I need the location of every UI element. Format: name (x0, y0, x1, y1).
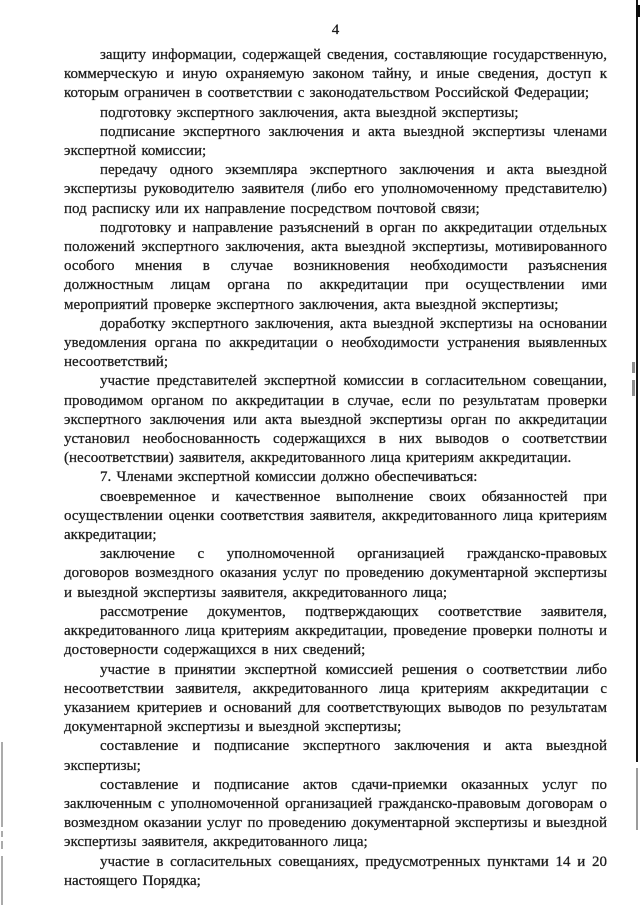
paragraph: участие в принятии экспертной комиссией решения о соответствии либо несоответствии заявителя, аккредитованного лица критериям аккредитации с указанием критериев и оснований для соответствующих выводов по результатам документарной экспертизы и выездной экспертизы; (64, 661, 607, 736)
document-body (64, 46, 607, 891)
paragraph: 7. Членами экспертной комиссии должно обеспечиваться: (100, 469, 478, 486)
scan-edge-line-left (1, 742, 3, 827)
scan-artifact-dash (632, 362, 635, 373)
paragraph: подписание экспертного заключения и акта выездной экспертизы членами экспертной комиссии; (64, 123, 607, 160)
scan-edge-line-right (636, 0, 638, 762)
scan-edge-line-left (1, 841, 3, 849)
paragraph: составление и подписание актов сдачи-приемки оказанных услуг по заключенным с уполномоченной организацией гражданско-правовым договорам о возмездном оказании услуг по проведению документарной экспертизы и выездной экспертизы заявителя, аккредитованного лица; (64, 776, 607, 851)
scan-edge-line-left (1, 856, 3, 905)
paragraph: заключение с уполномоченной организацией гражданско-правовых договоров возмездного оказания услуг по проведению документарной экспертизы и выездной экспертизы заявителя, аккредитованного лица; (64, 546, 607, 601)
scan-edge-blob-top-right (636, 5, 640, 17)
page-number: 4 (331, 22, 340, 38)
paragraph: рассмотрение документов, подтверждающих соответствие заявителя, аккредитованного лица критериям аккредитации, проведение проверки полноты и достоверности содержащихся в них сведений; (64, 603, 607, 659)
paragraph: участие представителей экспертной комиссии в согласительном совещании, проводимом органом по аккредитации в случае, если по результатам проверки экспертного заключения или акта выездной экспертизы орган по аккредитации установил необоснованность содержащихся в них выводов о соответствии (несоответствии) заявителя, аккредитованного лица критериям аккредитации. (64, 373, 607, 467)
paragraph: своевременное и качественное выполнение своих обязанностей при осуществлении оценки соответствия заявителя, аккредитованного лица критериям аккредитации; (64, 488, 607, 544)
scan-edge-line-left (1, 831, 3, 837)
scan-artifact-dash (632, 380, 635, 396)
paragraph: участие в согласительных совещаниях, предусмотренных пунктами 14 и 20 настоящего Порядка; (64, 853, 607, 889)
scan-edge-line-right-lower (636, 768, 638, 830)
paragraph: подготовку экспертного заключения, акта выездной экспертизы; (100, 104, 519, 121)
paragraph: подготовку и направление разъяснений в орган по аккредитации отдельных положений экспертного заключения, акта выездной экспертизы, мотивированного особого мнения в случае возникновения необходимости разъяснения должностным лицам органа по аккредитации при осуществлении ими мероприятий проверке экспертного заключения, акта выездной экспертизы; (64, 219, 607, 313)
paragraph: передачу одного экземпляра экспертного заключения и акта выездной экспертизы руководителю заявителя (либо его уполномоченному представителю) под расписку или их направление посредством почтовой связи; (64, 162, 607, 217)
paragraph: составление и подписание экспертного заключения и акта выездной экспертизы; (64, 738, 607, 774)
paragraph: защиту информации, содержащей сведения, составляющие государственную, коммерческую и иную охраняемую законом тайну, и иные сведения, доступ к которым ограничен в соответствии с законодательством Российской Федерации; (64, 47, 607, 102)
paragraph: доработку экспертного заключения, акта выездной экспертизы на основании уведомления органа по аккредитации о необходимости устранения выявленных несоответствий; (64, 315, 607, 371)
